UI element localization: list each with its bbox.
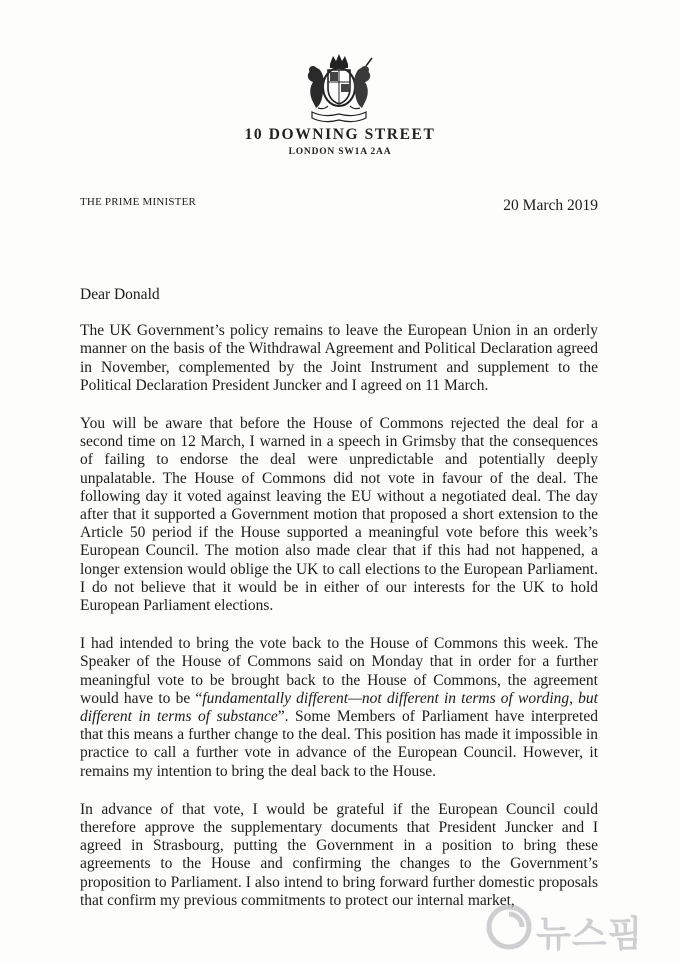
sender-title: THE PRIME MINISTER — [80, 196, 197, 208]
letterhead-address-street: 10 DOWNING STREET — [244, 126, 436, 143]
paragraph-1: The UK Government’s policy remains to leave the European Union in an orderly manner on the basis of the Withdrawal Agreement and Political Declaration agreed in November, complemented by the Joint Instrument and supplement to the Political Declaration President Juncker and I agreed on 11 March. — [80, 322, 598, 394]
newspim-watermark — [486, 902, 666, 954]
salutation: Dear Donald — [80, 286, 160, 303]
paragraph-2: You will be aware that before the House of Commons rejected the deal for a second time on 12 March, I warned in a speech in Grimsby that the consequences of failing to endorse the deal were unpredictable and potentially deeply unpalatable. The House of Commons did not vote in favour of the deal. The following day it voted against leaving the EU without a negotiated deal. The day after that it supported a Government motion that proposed a short extension to the Article 50 period if the House supported a meaningful vote before this week’s European Council. The motion also made clear that if this had not happened, a longer extension would oblige the UK to call elections to the European Parliament. I do not believe that it would be in either of our interests for the UK to hold European Parliament elections. — [80, 415, 598, 615]
paragraph-3-text-b: ”. Some Members of Parliament have interpreted that this means a further change to the deal. This position has made it impossible in practice to call a further vote in advance of the European Council. However, it remains my intention to bring the deal back to the House. — [80, 708, 598, 780]
letterhead-address-city: LONDON SW1A 2AA — [288, 147, 392, 157]
royal-coat-of-arms-logo — [304, 52, 374, 126]
newspim-logo-icon — [486, 904, 532, 950]
watermark-text: 뉴스핌 — [536, 914, 644, 955]
paragraph-4: In advance of that vote, I would be grateful if the European Council could therefore approve the supplementary documents that President Juncker and I agreed in Strasbourg, putting the Government in a position to bring these agreements to the House and confirming the changes to the Government’s proposition to Parliament. I also intend to bring forward further domestic proposals that confirm my previous commitments to protect our internal market, — [80, 800, 598, 909]
paragraph-3 — [80, 635, 598, 781]
paragraph-3-text-a: I had intended to bring the vote back to the House of Commons this week. The Speaker of the House of Commons said on Monday that in order for a further meaningful vote to be brought back to the House of Commons, the agreement would have to be “ — [80, 635, 598, 707]
speaker-quote: fundamentally different—not different in terms of wording, but different in terms of substance — [80, 689, 598, 726]
letter-body — [80, 286, 598, 930]
letter-date: 20 March 2019 — [503, 197, 598, 214]
